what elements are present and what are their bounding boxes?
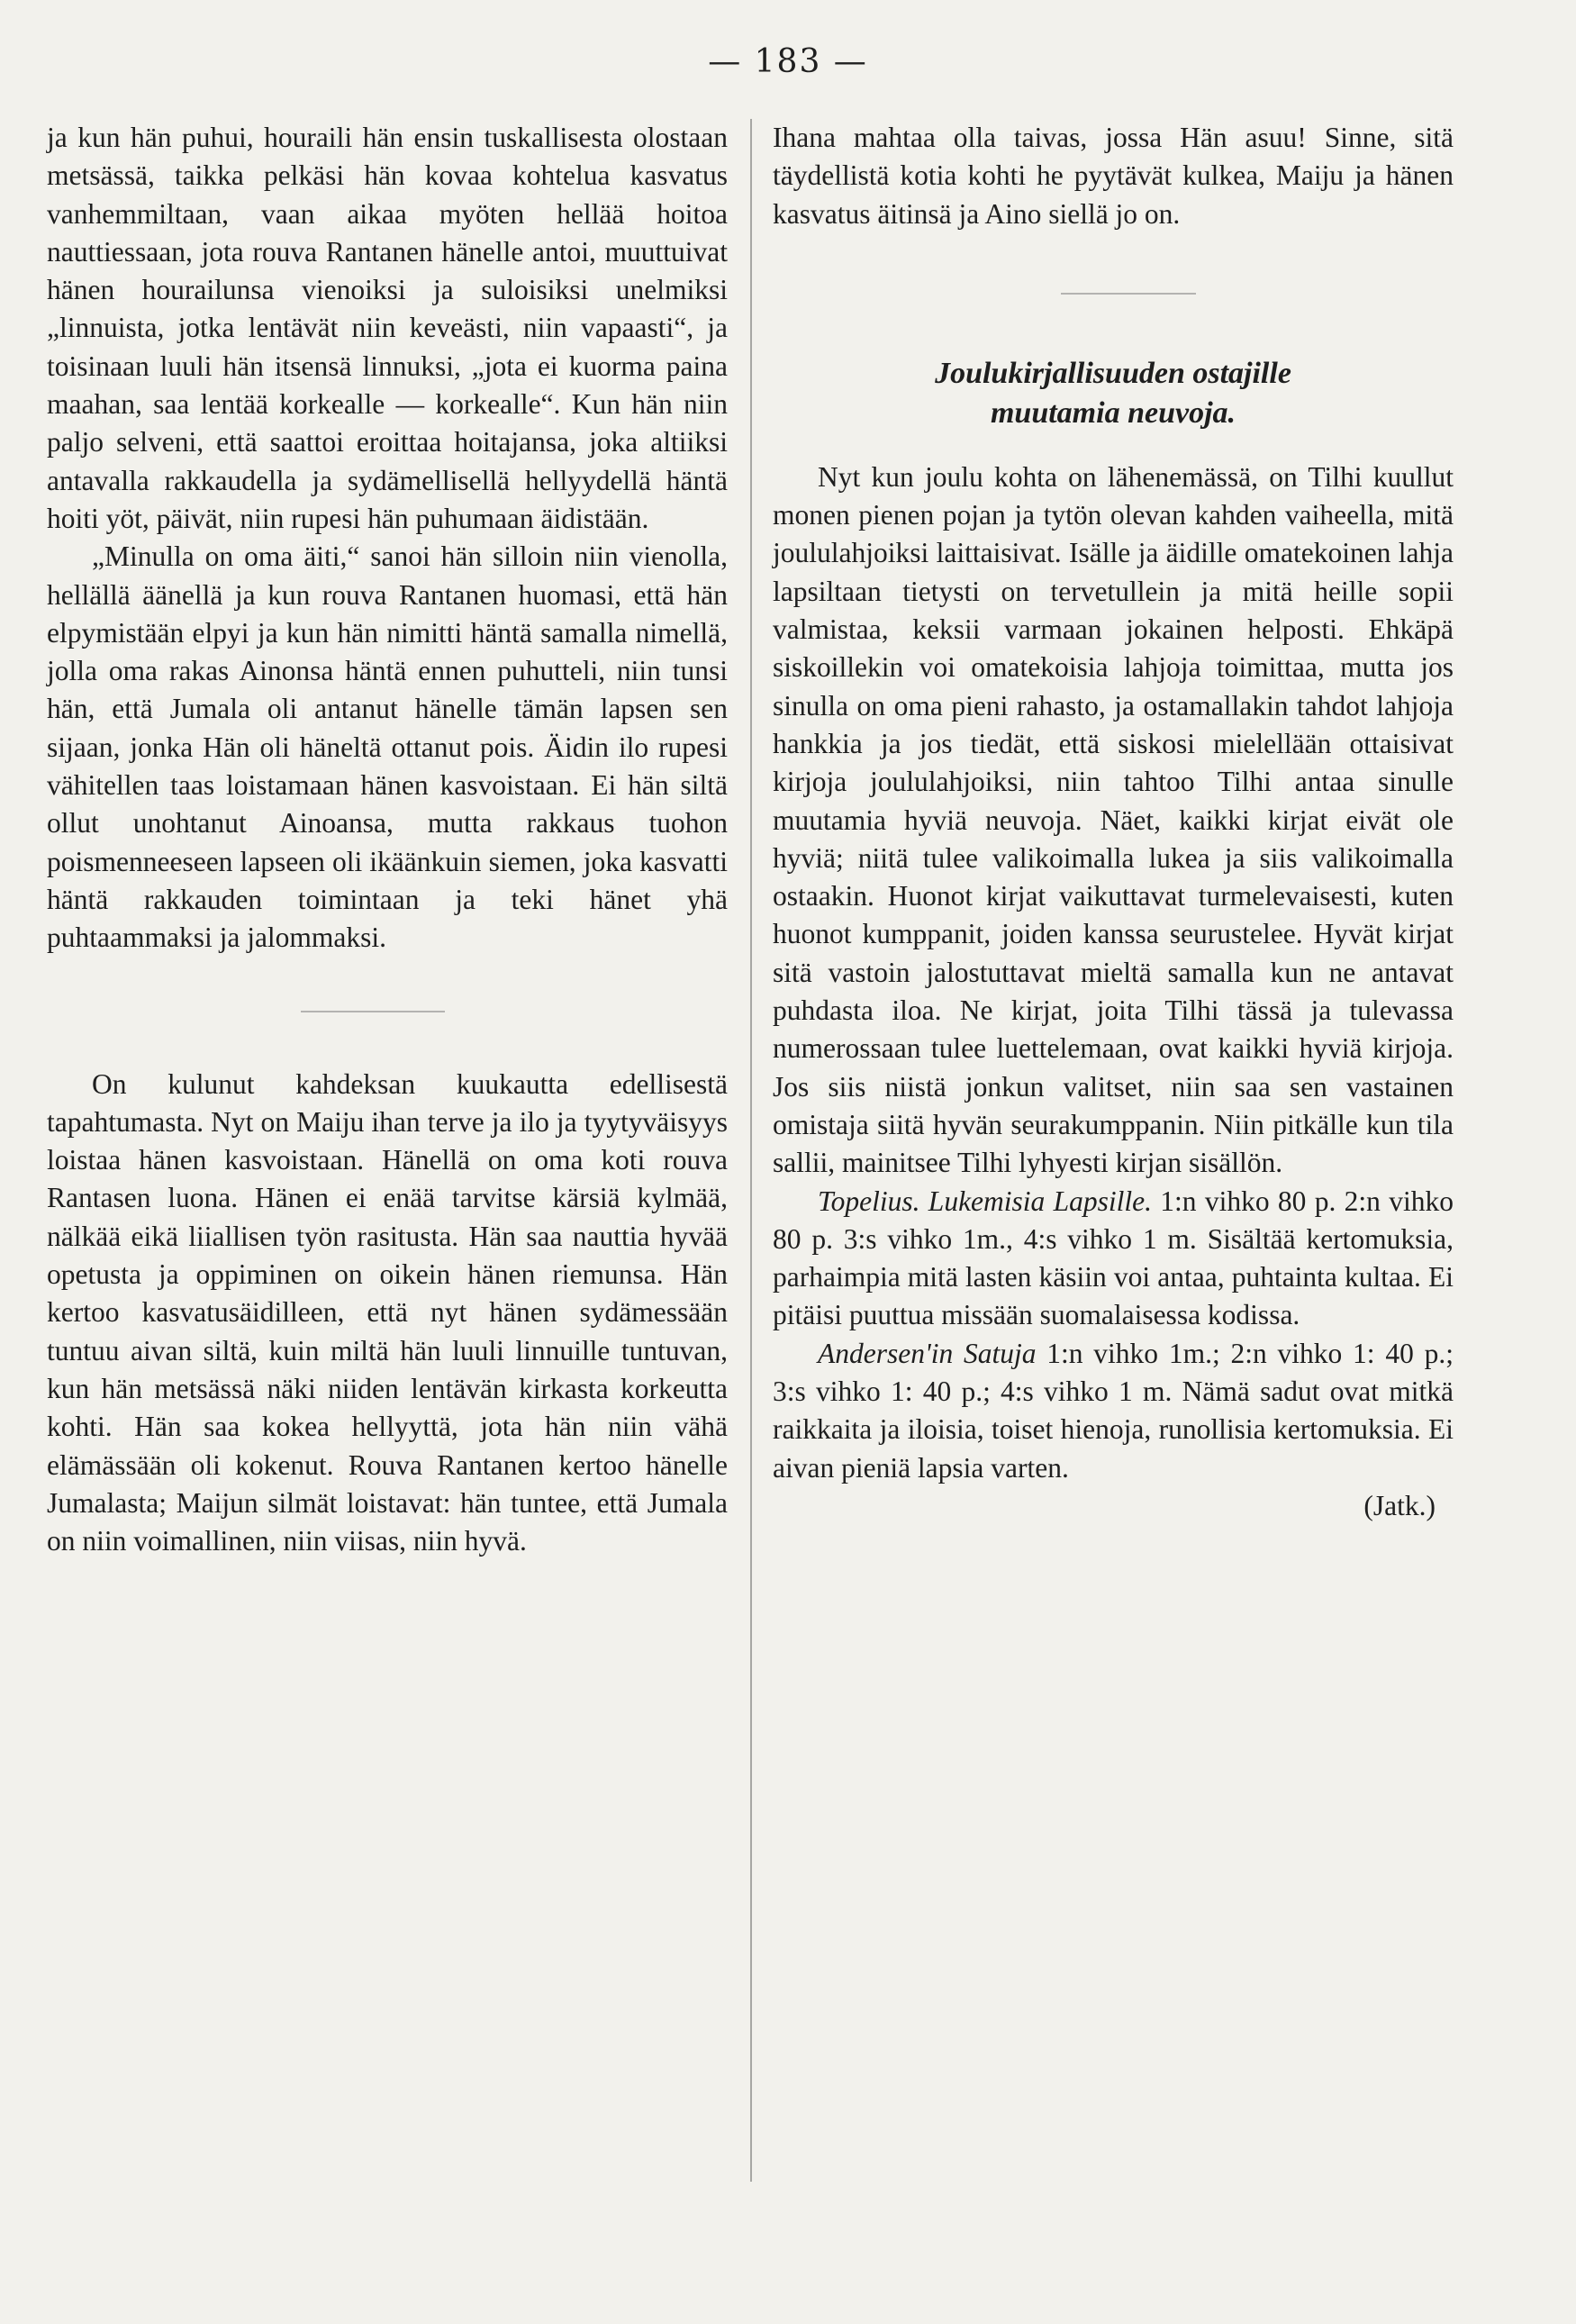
page-number: — 183 — [708, 43, 868, 80]
story-paragraph-2: „Minulla on oma äiti,“ sanoi hän silloin niin vienolla, hellällä äänellä ja kun rouva Rantanen huomasi, että hän elpymistään elpyi ja kun hän nimitti häntä samalla nimellä, jolla oma rakas Ainonsa häntä ennen puhutteli, niin tunsi hän, että Jumala oli antanut hänelle tämän lapsen sen sijaan, jonka Hän oli häneltä ottanut pois. Äidin ilo rupesi vähitellen taas loistamaan hänen kasvoistaan. Ei hän siltä ollut unohtanut Ainoansa, mutta rakkaus tuohon poismenneeseen lapseen oli ikäänkuin siemen, joka kasvatti häntä rakkauden toimintaan ja teki hänet yhä puhtaammaksi ja jalommaksi. [47, 540, 728, 954]
continued-note: (Jatk.) [1363, 1489, 1436, 1521]
story-paragraph-3: On kulunut kahdeksan kuukautta edellisestä tapahtumasta. Nyt on Maiju ihan terve ja ilo ja tyytyväisyys loistaa hänen kasvoistaan. Hänellä on oma koti rouva Rantasen luona. Hänen ei enää tarvitse kärsiä kylmää, nälkää eikä liiallisen työn rasitusta. Hän saa nauttia hyvää opetusta ja oppiminen on oikein hänen riemunsa. Hän kertoo kasvatusäidilleen, että nyt hänen sydämessään tuntuu aivan siltä, kuin miltä hän luuli linnuille tuntuvan, kun hän metsässä näki niiden lentävän kirkasta korkeutta kohti. Hän saa kokea hellyyttä, jota hän niin vähä elämässään oli kokenut. Rouva Rantanen kertoo hänelle Jumalasta; Maijun silmät loistavat: hän tuntee, että Jumala on niin voimallinen, niin viisas, niin hyvä. [47, 1067, 728, 1557]
section-separator [1061, 293, 1196, 295]
book-description-topelius: 1:n vihko 80 p. 2:n vihko 80 p. 3:s vihko 1m., 4:s vihko 1 m. Sisältää kertomuksia, parhaimpia mitä lasten käsiin voi antaa, puhtainta kultaa. Ei pitäisi puuttua missään suomalaisessa kodissa. [773, 1185, 1454, 1331]
column-divider [750, 119, 752, 2182]
book-title-andersen: Andersen'in Satuja [818, 1337, 1037, 1369]
left-column [47, 119, 728, 1560]
article-heading-line-1: Joulukirjallisuuden ostajille [935, 356, 1291, 390]
book-entry-andersen [773, 1335, 1454, 1487]
book-title-topelius: Topelius. Lukemisia Lapsille. [818, 1185, 1152, 1217]
article-paragraph-1: Nyt kun joulu kohta on lähenemässä, on Tilhi kuullut monen pienen pojan ja tytön olevan kahden vaiheella, mitä joululahjoiksi laittaisivat. Isälle ja äidille omatekoinen lahja lapsiltaan tietysti on tervetullein ja mitä heille sopii valmistaa, keksii varmaan jokainen helposti. Ehkäpä siskoillekin voi omatekoisia lahjoja toimittaa, mutta jos sinulla on oma pieni rahasto, ja ostamallakin tahdot lahjoja hankkia ja jos tiedät, että siskosi mielellään ottaisivat kirjoja joululahjoiksi, niin tahtoo Tilhi antaa sinulle muutamia hyviä neuvoja. Näet, kaikki kirjat eivät ole hyviä; niitä tulee valikoimalla lukea ja siis valikoimalla ostaakin. Huonot kirjat vaikuttavat turmelevaisesti, kuten huonot kumppanit, joiden kanssa seurustelee. Hyvät kirjat sitä vastoin jalostuttavat mieltä samalla kun ne antavat puhdasta iloa. Ne kirjat, joita Tilhi tässä ja tulevassa numerossaan tulee luettelemaan, ovat kaikki hyviä kirjoja. Jos siis niistä jonkun valitset, niin saa sen vastainen omistaja siitä hyvän seurakumppanin. Niin pitkälle kun tila sallii, mainitsee Tilhi lyhyesti kirjan sisällön. [773, 460, 1454, 1179]
article-heading [773, 354, 1454, 433]
right-column [773, 119, 1454, 1525]
book-description-andersen: 1:n vihko 1m.; 2:n vihko 1: 40 p.; 3:s vihko 1: 40 p.; 4:s vihko 1 m. Nämä sadut ovat mitkä raikkaita ja iloisia, toiset hienoja, runollisia kertomuksia. Ei aivan pieniä lapsia varten. [773, 1337, 1454, 1484]
story-ending-paragraph: Ihana mahtaa olla taivas, jossa Hän asuu! Sinne, sitä täydellistä kotia kohti he pyytävät kulkea, Maiju ja hänen kasvatus äitinsä ja Aino siellä jo on. [773, 122, 1454, 230]
section-separator [301, 1011, 445, 1012]
article-heading-line-2: muutamia neuvoja. [990, 395, 1236, 430]
story-paragraph-1: ja kun hän puhui, houraili hän ensin tuskallisesta olostaan metsässä, taikka pelkäsi hän kovaa kohtelua kasvatus vanhemmiltaan, vaan aikaa myöten hellää hoitoa nauttiessaan, jota rouva Rantanen hänelle antoi, muuttuivat hänen hourailunsa vienoiksi ja suloisiksi unelmiksi „linnuista, jotka lentävät niin keveästi, niin vapaasti“, ja toisinaan luuli hän itsensä linnuksi, „jota ei kuorma paina maahan, saa lentää korkealle — korkealle“. Kun hän niin paljo selveni, että saattoi eroittaa hoitajansa, joka altiiksi antavalla rakkaudella ja sydämellisellä hellyydellä häntä hoiti yöt, päivät, niin rupesi hän puhumaan äidistään. [47, 122, 728, 534]
book-entry-topelius [773, 1183, 1454, 1335]
